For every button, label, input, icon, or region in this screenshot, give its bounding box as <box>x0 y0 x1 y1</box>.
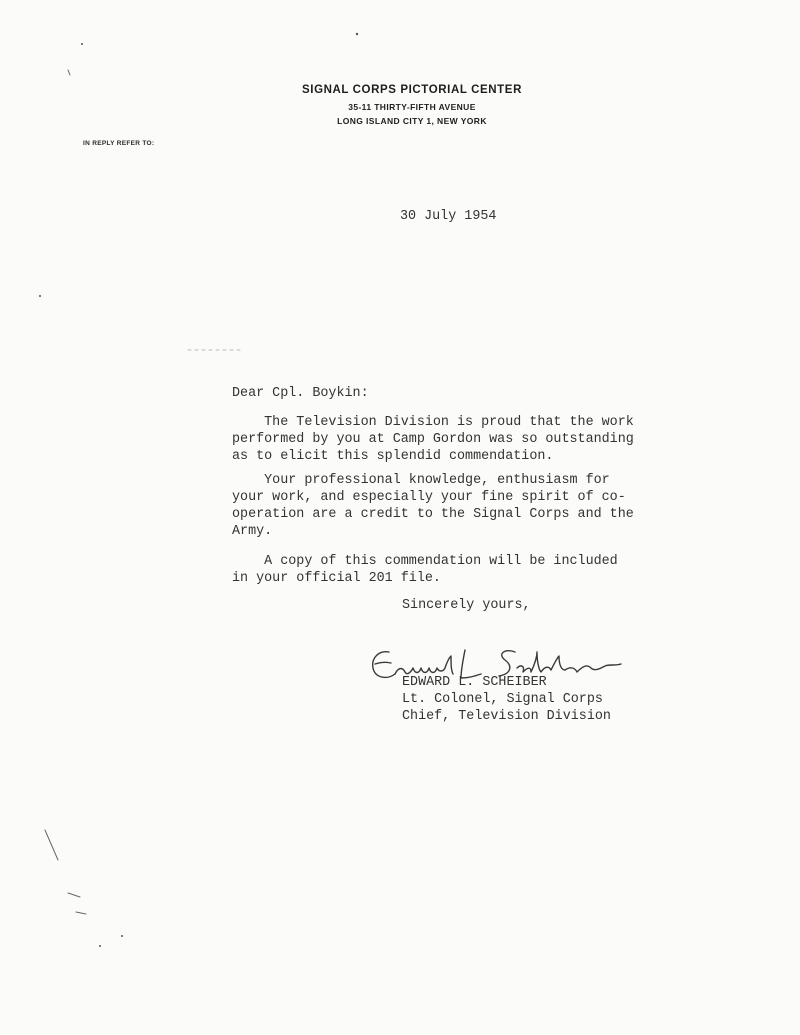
signatory-title-2: Chief, Television Division <box>402 709 611 724</box>
body-paragraph-3: A copy of this commendation will be included in your official 201 file. <box>232 554 618 586</box>
letterhead-street: 35-11 THIRTY-FIFTH AVENUE <box>348 102 476 112</box>
signatory-title-1: Lt. Colonel, Signal Corps <box>402 692 603 707</box>
reply-reference-label: IN REPLY REFER TO: <box>83 140 155 147</box>
letterhead-organization: SIGNAL CORPS PICTORIAL CENTER <box>302 84 522 96</box>
closing: Sincerely yours, <box>402 598 531 613</box>
letterhead-city: LONG ISLAND CITY 1, NEW YORK <box>337 116 487 126</box>
letter-date: 30 July 1954 <box>400 209 497 224</box>
body-paragraph-1: The Television Division is proud that the work performed by you at Camp Gordon was so outstanding as to elicit this splendid commendation. <box>232 415 634 464</box>
signatory-name: EDWARD L. SCHEIBER <box>402 675 547 690</box>
signature-block <box>402 674 611 725</box>
salutation: Dear Cpl. Boykin: <box>232 386 369 401</box>
body-paragraph-2: Your professional knowledge, enthusiasm for your work, and especially your fine spirit of co- operation are a credit to the Signal Corps and the Army. <box>232 473 634 539</box>
